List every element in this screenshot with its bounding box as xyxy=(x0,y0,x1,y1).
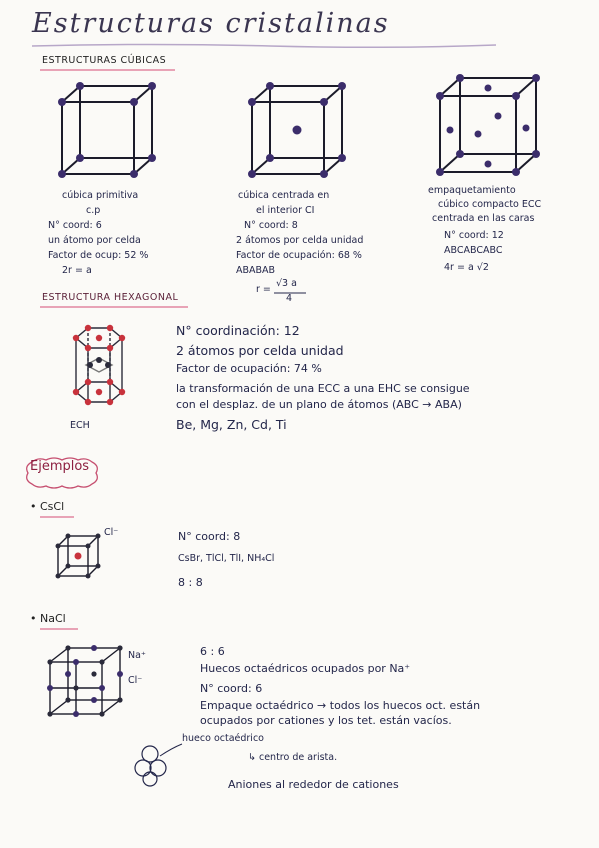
hex-atoms: 2 átomos por celda unidad xyxy=(176,343,344,358)
nacl-final-note: Aniones al rededor de cationes xyxy=(228,778,399,791)
hexagonal-close-packed-diagram xyxy=(66,320,136,415)
page-title: Estructuras cristalinas xyxy=(32,8,390,39)
simple-cubic-name: cúbica primitiva xyxy=(62,190,139,201)
simple-cubic-relation: 2r = a xyxy=(62,265,92,276)
nacl-holes: Huecos octaédricos ocupados por Na⁺ xyxy=(200,662,411,675)
hex-heading-underline xyxy=(40,305,190,309)
hex-transformation-line1: la transformación de una ECC a una EHC se consigue xyxy=(176,382,470,395)
body-centered-cubic-diagram xyxy=(240,80,360,190)
octahedral-hole-sketch xyxy=(130,742,190,792)
simple-cubic-abbrev: c.p xyxy=(86,205,101,216)
hex-transformation-line2: con el desplaz. de un plano de átomos (ABC → ABA) xyxy=(176,398,462,411)
cscl-cell-diagram xyxy=(52,530,112,585)
hex-packing: Factor de ocupación: 74 % xyxy=(176,362,322,375)
nacl-cell-diagram xyxy=(44,642,134,722)
fcc-name-3: centrada en las caras xyxy=(432,213,535,224)
hexagonal-heading: ESTRUCTURA HEXAGONAL xyxy=(42,292,179,303)
nacl-packing-line2: ocupados por cationes y los tet. están vacíos. xyxy=(200,714,452,727)
bcc-abbrev: el interior CI xyxy=(256,205,315,216)
hex-examples: Be, Mg, Zn, Cd, Ti xyxy=(176,417,287,432)
bcc-atoms: 2 átomos por celda unidad xyxy=(236,235,364,246)
cscl-ion-label: Cl⁻ xyxy=(104,527,119,538)
fcc-coord: N° coord: 12 xyxy=(444,230,504,241)
cscl-heading: • CsCl xyxy=(30,500,65,513)
cubic-heading-underline xyxy=(40,68,180,72)
fcc-name-1: empaquetamiento xyxy=(428,185,516,196)
arista-label: ↳ centro de arista. xyxy=(248,752,338,763)
fcc-stacking: ABCABCABC xyxy=(444,245,503,256)
fcc-name-2: cúbico compacto ECC xyxy=(438,199,542,210)
hueco-label: hueco octaédrico xyxy=(182,733,264,744)
simple-cubic-coord: N° coord: 6 xyxy=(48,220,102,231)
nacl-coord: N° coord: 6 xyxy=(200,682,263,695)
nacl-packing-line1: Empaque octaédrico → todos los huecos oct. están xyxy=(200,699,481,712)
cubic-structures-heading: ESTRUCTURAS CÚBICAS xyxy=(42,55,167,66)
bcc-packing: Factor de ocupación: 68 % xyxy=(236,250,362,261)
cscl-underline xyxy=(40,515,100,519)
simple-cubic-atoms: un átomo por celda xyxy=(48,235,141,246)
simple-cubic-packing: Factor de ocup: 52 % xyxy=(48,250,149,261)
cscl-examples: CsBr, TlCl, TlI, NH₄Cl xyxy=(178,553,275,564)
bcc-name: cúbica centrada en xyxy=(238,190,330,201)
nacl-legend-cl: Cl⁻ xyxy=(128,675,143,686)
face-centered-cubic-diagram xyxy=(430,72,560,187)
cscl-coord: N° coord: 8 xyxy=(178,530,241,543)
hex-label: ECH xyxy=(70,420,90,431)
hex-coordination: N° coordinación: 12 xyxy=(176,323,300,338)
nacl-ratio: 6 : 6 xyxy=(200,645,225,658)
fcc-relation: 4r = a √2 xyxy=(444,262,489,273)
bcc-formula-numerator: √3 a xyxy=(276,278,297,289)
nacl-legend-na: Na⁺ xyxy=(128,650,146,661)
nacl-underline xyxy=(40,627,100,631)
bcc-coord: N° coord: 8 xyxy=(244,220,298,231)
examples-badge-label: Ejemplos xyxy=(30,459,90,474)
bcc-formula-denominator: 4 xyxy=(286,293,293,304)
cscl-ratio: 8 : 8 xyxy=(178,576,203,589)
nacl-heading: • NaCl xyxy=(30,612,66,625)
bcc-formula-lhs: r = xyxy=(256,284,271,295)
bcc-stacking: ABABAB xyxy=(236,265,276,276)
simple-cubic-diagram xyxy=(50,80,170,190)
title-underline xyxy=(30,42,500,50)
